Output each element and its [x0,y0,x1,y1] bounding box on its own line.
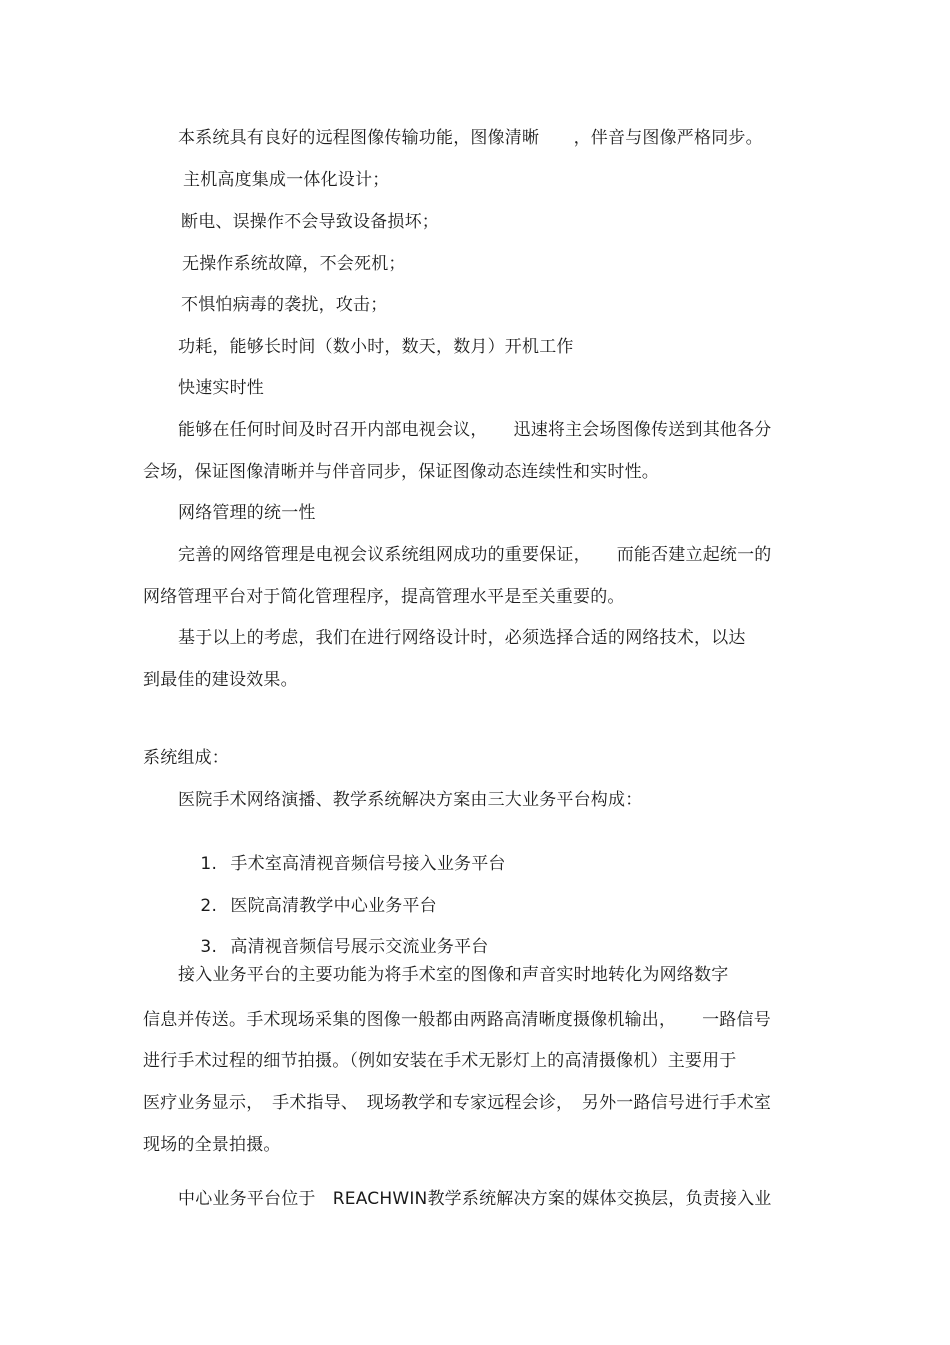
paragraph-line: 基于以上的考虑，我们在进行网络设计时，必须选择合适的网络技术，以达 [178,628,746,648]
paragraph-line: 会场，保证图像清晰并与伴音同步，保证图像动态连续性和实时性。 [143,462,659,482]
paragraph-line: 接入业务平台的主要功能为将手术室的图像和声音实时地转化为网络数字 [178,965,729,985]
list-item-text: 手术室高清视音频信号接入业务平台 [230,854,506,874]
paragraph-line: 信息并传送。手术现场采集的图像一般都由两路高清晰度摄像机输出， 一路信号 [143,1010,771,1030]
paragraph-line: 到最佳的建设效果。 [143,670,298,690]
section-heading: 系统组成： [143,748,229,768]
feature-line: 无操作系统故障，不会死机； [182,254,406,274]
list-item-text: 医院高清教学中心业务平台 [230,896,437,916]
paragraph-line: 医疗业务显示， 手术指导、 现场教学和专家远程会诊， 另外一路信号进行手术室 [143,1093,772,1113]
feature-line: 不惧怕病毒的袭扰，攻击； [181,295,388,315]
paragraph-line: 网络管理平台对于简化管理程序，提高管理水平是至关重要的。 [143,587,625,607]
list-item-number: 3. [200,937,218,957]
feature-line: 功耗，能够长时间（数小时，数天，数月）开机工作 [178,337,574,357]
paragraph-line: 医院手术网络演播、教学系统解决方案由三大业务平台构成： [178,790,643,810]
paragraph-line: 完善的网络管理是电视会议系统组网成功的重要保证， 而能否建立起统一的 [178,545,772,565]
paragraph-line: 能够在任何时间及时召开内部电视会议， 迅速将主会场图像传送到其他各分 [178,420,772,440]
section-heading: 网络管理的统一性 [178,503,316,523]
paragraph-line: 现场的全景拍摄。 [143,1135,281,1155]
section-heading: 快速实时性 [178,378,264,398]
paragraph-line: 中心业务平台位于 REACHWIN教学系统解决方案的媒体交换层，负责接入业 [178,1189,772,1209]
list-item-number: 2. [200,896,218,916]
feature-line: 主机高度集成一体化设计； [183,170,390,190]
paragraph-line: 本系统具有良好的远程图像传输功能，图像清晰 ，伴音与图像严格同步。 [178,128,763,148]
paragraph-line: 进行手术过程的细节拍摄。（例如安装在手术无影灯上的高清摄像机）主要用于 [143,1051,737,1071]
list-item-text: 高清视音频信号展示交流业务平台 [230,937,489,957]
list-item-number: 1. [200,854,218,874]
feature-line: 断电、误操作不会导致设备损坏； [181,212,439,232]
